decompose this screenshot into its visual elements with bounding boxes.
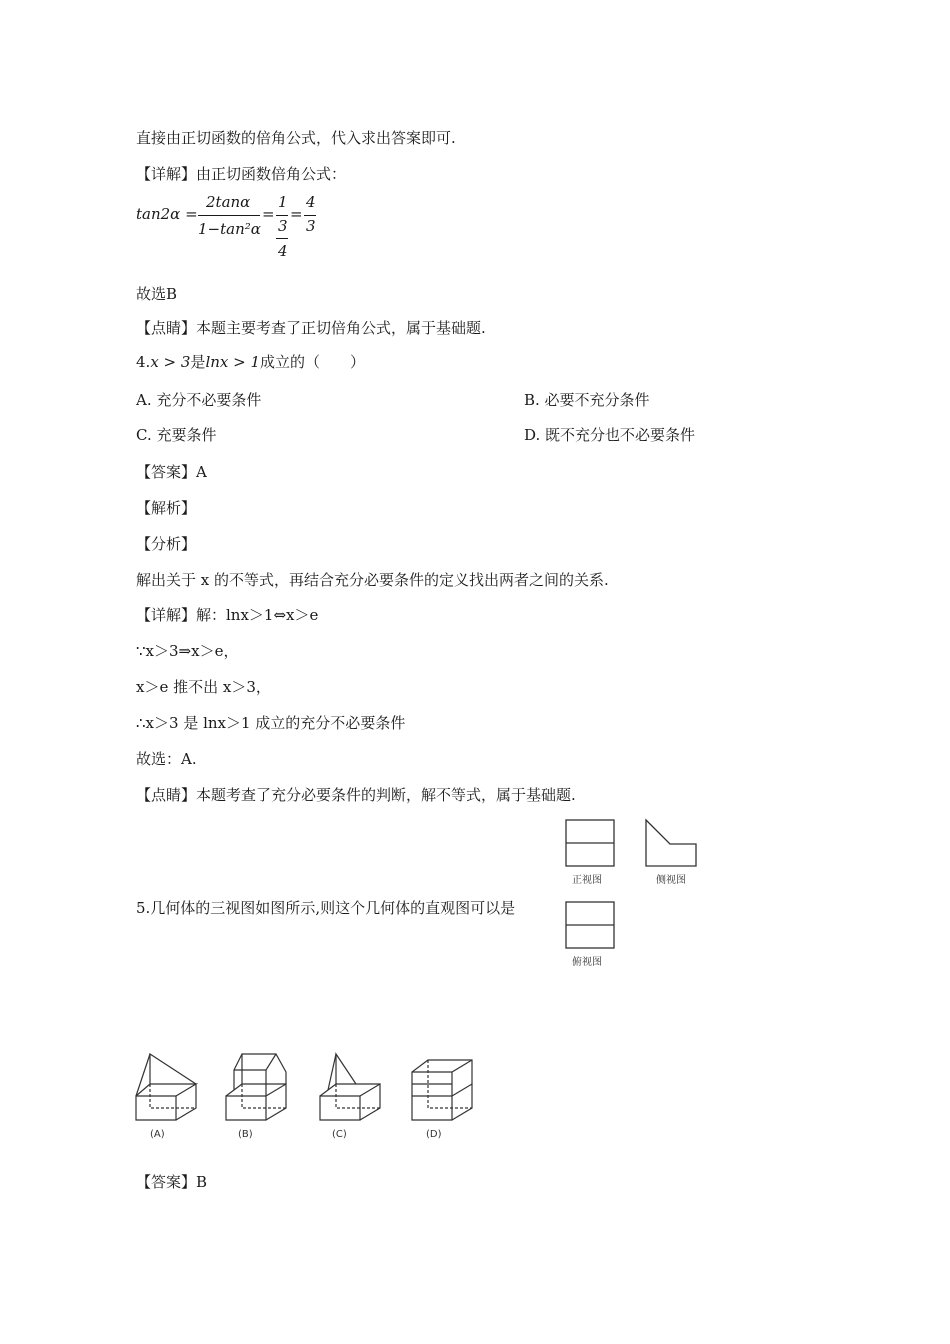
choose-a: 故选：A.	[136, 750, 197, 768]
nested-numerator: 1	[278, 193, 288, 211]
q4-math-1: x > 3	[150, 353, 191, 371]
answer-choices-figure	[130, 1050, 490, 1142]
fraction-bar	[304, 215, 316, 216]
fraction-bar	[198, 215, 260, 216]
choice-c-label: (C)	[332, 1129, 347, 1140]
comment-line-2: 【点睛】本题考查了充分必要条件的判断，解不等式，属于基础题.	[136, 786, 576, 804]
formula-numerator: 2tanα	[206, 193, 251, 211]
detail-heading: 【详解】由正切函数倍角公式：	[136, 165, 347, 183]
choice-c-solid	[320, 1054, 380, 1120]
side-view-shape	[646, 820, 696, 866]
option-a: A. 充分不必要条件	[136, 391, 262, 409]
fenxi-heading: 【分析】	[136, 535, 197, 553]
fraction-bar	[276, 215, 288, 216]
front-view-label: 正视图	[572, 875, 602, 886]
choose-b: 故选B	[136, 285, 178, 303]
option-c: C. 充要条件	[136, 426, 217, 444]
choice-a-label: (A)	[150, 1129, 165, 1140]
choice-b-label: (B)	[238, 1129, 253, 1140]
detail-line-3: x＞e 推不出 x＞3，	[136, 678, 271, 696]
result-numerator: 4	[306, 193, 316, 211]
choice-d-solid	[412, 1060, 472, 1120]
top-view-label: 俯视图	[572, 957, 602, 968]
q4-math-2: lnx > 1	[205, 353, 261, 371]
question-4	[136, 352, 365, 372]
three-views-figure	[558, 812, 704, 972]
q4-mid: 是	[190, 353, 206, 371]
comment-line: 【点睛】本题主要考查了正切倍角公式，属于基础题.	[136, 319, 486, 337]
detail-line-1: 【详解】解：lnx＞1⇔x＞e	[136, 606, 319, 624]
side-view-label: 侧视图	[656, 875, 686, 886]
fraction-bar	[276, 238, 288, 239]
detail-line-4: ∴x＞3 是 lnx＞1 成立的充分不必要条件	[136, 714, 406, 732]
analysis-text: 直接由正切函数的倍角公式，代入求出答案即可.	[136, 129, 456, 147]
answer-4: 【答案】A	[136, 463, 207, 481]
result-denominator: 3	[306, 217, 316, 235]
choice-d-label: (D)	[426, 1129, 442, 1140]
formula-lhs: tan2α =	[136, 205, 198, 223]
option-d: D. 既不充分也不必要条件	[524, 426, 696, 444]
nested-den-bot: 4	[278, 242, 288, 260]
answer-5: 【答案】B	[136, 1173, 208, 1191]
analysis-text-2: 解出关于 x 的不等式，再结合充分必要条件的定义找出两者之间的关系.	[136, 571, 609, 589]
formula-denominator: 1−tan²α	[198, 220, 261, 238]
jiexi-heading: 【解析】	[136, 499, 197, 517]
formula-eq3: =	[290, 205, 303, 223]
choice-a-solid	[136, 1054, 196, 1120]
formula-eq2: =	[262, 205, 275, 223]
q4-number: 4.	[136, 353, 151, 371]
choice-b-solid	[226, 1054, 286, 1120]
nested-den-top: 3	[278, 217, 288, 235]
question-5: 5.几何体的三视图如图所示,则这个几何体的直观图可以是	[136, 899, 516, 917]
detail-line-2: ∵x＞3⇒x＞e，	[136, 642, 239, 660]
option-b: B. 必要不充分条件	[524, 391, 650, 409]
q4-suffix: 成立的（ ）	[260, 353, 366, 371]
